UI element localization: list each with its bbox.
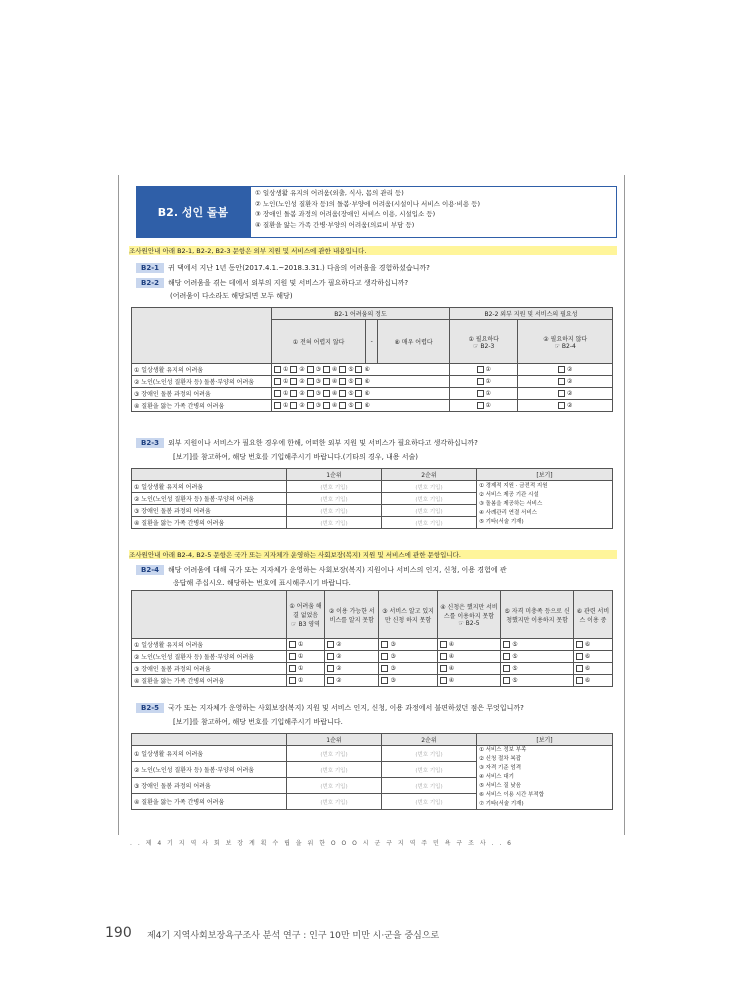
rank1-input[interactable]: (번호 기입): [287, 481, 382, 493]
question-text: 외부 지원이나 서비스가 필요한 경우에 한해, 어떠한 외부 지원 및 서비스가 필요하다고 생각하십니까?: [167, 439, 478, 447]
row-label: ③ 장애인 돌봄 과정의 어려움: [132, 778, 287, 794]
question-tag: B2-1: [136, 263, 164, 273]
column-header: ⑧ 매우 어렵다: [378, 320, 450, 364]
section-item: ④ 질환을 앓는 가족 간병·부양의 어려움(의료비 부담 등): [255, 220, 415, 229]
rank1-input[interactable]: (번호 기입): [287, 493, 382, 505]
scale-cells[interactable]: ① ② ③ ④ ⑤ ⑥: [272, 364, 450, 376]
table-row: [132, 388, 613, 400]
column-header: ① 필요하다 ☞ B2-3: [450, 320, 518, 364]
checkbox-cell[interactable]: ②: [325, 651, 379, 663]
scale-cells[interactable]: ① ② ③ ④ ⑤ ⑥: [272, 400, 450, 412]
interviewer-note-1: 조사원안내 아래 B2-1, B2-2, B2-3 문항은 외부 지원 및 서비스에 관한 내용입니다.: [129, 246, 617, 255]
col-group-b2-2: B2-2 외부 지원 및 서비스의 필요성: [450, 308, 613, 320]
checkbox-cell[interactable]: ⑤: [501, 675, 574, 687]
question-b2-3-sub: [보기]를 참고하여, 해당 번호를 기입해주시기 바랍니다.(기타의 경우, 내용 서술): [173, 453, 419, 461]
goto-label: ☞ B2-3: [473, 342, 495, 350]
column-header: [보기]: [477, 734, 613, 746]
row-label: ④ 질환을 앓는 가족 간병의 어려움: [132, 794, 287, 810]
question-tag: B2-5: [136, 703, 164, 713]
guide-box: ① 서비스 정보 부족 ② 신청 절차 복잡 ③ 자격 기준 엄격 ④ 서비스 대기 ⑤ 서비스 질 낮음 ⑥ 서비스 이용 시간 부적합 ⑦ 기타(서술 기재): [477, 746, 613, 810]
goto-label: ☞ B3 영역: [291, 621, 320, 628]
row-label: ② 노인(노인성 질환자 등) 돌봄·부양의 어려움: [132, 762, 287, 778]
rank2-input[interactable]: (번호 기입): [382, 517, 477, 529]
page-number: 190: [105, 925, 132, 941]
checkbox-cell[interactable]: ②: [325, 639, 379, 651]
checkbox-cell[interactable]: ⑥: [573, 651, 612, 663]
column-header: ③ 서비스 알고 있지만 신청 하지 못함: [379, 591, 437, 639]
table-row: [132, 400, 613, 412]
section-header: [136, 186, 617, 238]
row-label: ④ 질환을 앓는 가족 간병의 어려움: [132, 400, 272, 412]
row-label: ② 노인(노인성 질환자 등) 돌봄·부양의 어려움: [132, 651, 287, 663]
checkbox-cell[interactable]: ⑥: [573, 675, 612, 687]
rank1-input[interactable]: (번호 기입): [287, 762, 382, 778]
checkbox-need[interactable]: ①: [450, 400, 518, 412]
section-item: ② 노인(노인성 질환자 등)의 돌봄·부양에 어려움(시설이나 서비스 이용·비용 등): [255, 199, 481, 208]
rank1-input[interactable]: (번호 기입): [287, 746, 382, 762]
table-b2-4: [131, 590, 613, 687]
column-header: -: [366, 320, 378, 364]
checkbox-cell[interactable]: ①: [287, 651, 325, 663]
row-label: ③ 장애인 돌봄 과정의 어려움: [132, 505, 287, 517]
table-row: [132, 663, 613, 675]
checkbox-no-need[interactable]: ②: [518, 364, 613, 376]
row-label: ① 일상생활 유지의 어려움: [132, 364, 272, 376]
scale-cells[interactable]: ① ② ③ ④ ⑤ ⑥: [272, 388, 450, 400]
checkbox-no-need[interactable]: ②: [518, 388, 613, 400]
table-row: [132, 651, 613, 663]
rank1-input[interactable]: (번호 기입): [287, 778, 382, 794]
question-tag: B2-3: [136, 438, 164, 448]
rank2-input[interactable]: (번호 기입): [382, 493, 477, 505]
table-row: [132, 481, 613, 493]
column-header: 2순위: [382, 734, 477, 746]
goto-label: ☞ B2-5: [458, 620, 480, 627]
question-tag: B2-2: [136, 278, 164, 288]
question-b2-4: [136, 565, 507, 575]
checkbox-cell[interactable]: ⑤: [501, 651, 574, 663]
section-item: ③ 장애인 돌봄 과정의 어려움(장애인 서비스 이용, 시설입소 등): [255, 210, 436, 218]
checkbox-cell[interactable]: ⑤: [501, 639, 574, 651]
column-header: ① 전혀 어렵지 않다: [272, 320, 366, 364]
section-title: B2. 성인 돌봄: [136, 186, 250, 238]
column-header: ① 어려움 해결 없었음 ☞ B3 영역: [287, 591, 325, 639]
checkbox-need[interactable]: ①: [450, 388, 518, 400]
scale-cells[interactable]: ① ② ③ ④ ⑤ ⑥: [272, 376, 450, 388]
goto-label: ☞ B2-4: [554, 342, 576, 350]
question-text: 해당 어려움을 겪는 데에서 외부의 지원 및 서비스가 필요하다고 생각하십니까?: [167, 279, 409, 287]
checkbox-cell[interactable]: ⑥: [573, 639, 612, 651]
row-label: ① 일상생활 유지의 어려움: [132, 746, 287, 762]
rank2-input[interactable]: (번호 기입): [382, 746, 477, 762]
column-header: [보기]: [477, 469, 613, 481]
checkbox-cell[interactable]: ①: [287, 675, 325, 687]
section-item: ① 일상생활 유지의 어려움(외출, 식사, 몸의 관리 등): [255, 189, 404, 197]
checkbox-no-need[interactable]: ②: [518, 376, 613, 388]
checkbox-cell[interactable]: ⑤: [501, 663, 574, 675]
checkbox-cell[interactable]: ③: [379, 639, 437, 651]
col-group-b2-1: B2-1 어려움의 정도: [272, 308, 450, 320]
checkbox-cell[interactable]: ②: [325, 663, 379, 675]
checkbox-cell[interactable]: ④: [437, 651, 501, 663]
table-row: [132, 746, 613, 762]
checkbox-cell[interactable]: ①: [287, 639, 325, 651]
table-b2-5: [131, 733, 613, 810]
rank2-input[interactable]: (번호 기입): [382, 505, 477, 517]
question-text: 해당 어려움에 대해 국가 또는 지자체가 운영하는 사회보장(복지) 지원이나 서비스의 인지, 신청, 이용 경험에 관: [167, 566, 507, 574]
section-item-list: [250, 186, 617, 238]
checkbox-cell[interactable]: ④: [437, 639, 501, 651]
row-label: ① 일상생활 유지의 어려움: [132, 639, 287, 651]
rank1-input[interactable]: (번호 기입): [287, 517, 382, 529]
row-label: ④ 질환을 앓는 가족 간병의 어려움: [132, 517, 287, 529]
checkbox-no-need[interactable]: ②: [518, 400, 613, 412]
column-header: ② 필요하지 않다 ☞ B2-4: [518, 320, 613, 364]
column-header: 1순위: [287, 469, 382, 481]
checkbox-cell[interactable]: ⑥: [573, 663, 612, 675]
question-tag: B2-4: [136, 565, 164, 575]
checkbox-cell[interactable]: ③: [379, 663, 437, 675]
question-b2-2: [136, 278, 408, 288]
table-b2-1-2: [131, 307, 613, 412]
row-label: ② 노인(노인성 질환자 등) 돌봄·부양의 어려움: [132, 493, 287, 505]
checkbox-need[interactable]: ①: [450, 364, 518, 376]
column-header: ⑥ 관련 서비스 이용 중: [573, 591, 612, 639]
rank1-input[interactable]: (번호 기입): [287, 794, 382, 810]
question-b2-5: [136, 703, 524, 713]
interviewer-note-2: 조사원안내 아래 B2-4, B2-5 문항은 국가 또는 지자체가 운영하는 사회보장(복지) 지원 및 서비스에 관한 문항입니다.: [129, 550, 617, 559]
rank2-input[interactable]: (번호 기입): [382, 481, 477, 493]
page-footer: . . 제 4 기 지 역 사 회 보 장 계 획 수 립 을 위 한 O O O 시 군 구 지 역 주 민 욕 구 조 사 . . 6: [130, 840, 513, 847]
report-title: 제4기 지역사회보장욕구조사 분석 연구 : 인구 10만 미만 시·군을 중심으로: [147, 931, 440, 941]
question-b2-1: [136, 263, 430, 273]
row-label: ③ 장애인 돌봄 과정의 어려움: [132, 388, 272, 400]
rank2-input[interactable]: (번호 기입): [382, 762, 477, 778]
checkbox-cell[interactable]: ③: [379, 675, 437, 687]
question-b2-2-sub: (어려움이 다소라도 해당되면 모두 해당): [170, 292, 293, 300]
question-b2-5-sub: [보기]를 참고하여, 해당 번호를 기입해주시기 바랍니다.: [173, 718, 343, 726]
rank1-input[interactable]: (번호 기입): [287, 505, 382, 517]
checkbox-cell[interactable]: ③: [379, 651, 437, 663]
table-b2-3: [131, 468, 613, 529]
column-header: 2순위: [382, 469, 477, 481]
table-row: [132, 675, 613, 687]
column-header: ⑤ 자격 미충족 등으로 신청했지만 이용하지 못함: [501, 591, 574, 639]
checkbox-cell[interactable]: ②: [325, 675, 379, 687]
checkbox-cell[interactable]: ①: [287, 663, 325, 675]
row-label: ① 일상생활 유지의 어려움: [132, 481, 287, 493]
checkbox-cell[interactable]: ④: [437, 675, 501, 687]
question-b2-4-sub: 응답해 주십시오. 해당하는 번호에 표시해주시기 바랍니다.: [173, 579, 351, 587]
column-header: ② 이용 가능한 서비스를 알지 못함: [325, 591, 379, 639]
column-header: 1순위: [287, 734, 382, 746]
question-text: 귀 댁에서 지난 1년 동안(2017.4.1.~2018.3.31.) 다음의 어려움을 경험하셨습니까?: [167, 264, 430, 272]
question-text: 국가 또는 지자체가 운영하는 사회보장(복지) 지원 및 서비스 인지, 신청, 이용 과정에서 불편하셨던 점은 무엇입니까?: [167, 704, 524, 712]
row-label: ④ 질환을 앓는 가족 간병의 어려움: [132, 675, 287, 687]
row-label: ② 노인(노인성 질환자 등) 돌봄·부양의 어려움: [132, 376, 272, 388]
table-row: [132, 376, 613, 388]
rank2-input[interactable]: (번호 기입): [382, 778, 477, 794]
table-row: [132, 364, 613, 376]
table-row: [132, 639, 613, 651]
checkbox-need[interactable]: ①: [450, 376, 518, 388]
checkbox-cell[interactable]: ④: [437, 663, 501, 675]
row-label: ③ 장애인 돌봄 과정의 어려움: [132, 663, 287, 675]
question-b2-3: [136, 438, 478, 448]
rank2-input[interactable]: (번호 기입): [382, 794, 477, 810]
column-header: ④ 신청은 했지만 서비스를 이용하지 못함 ☞ B2-5: [437, 591, 501, 639]
guide-box: ① 경제적 지원 · 금전적 지원 ② 서비스 제공 기관 시설 ③ 돌봄을 제공하는 서비스 ④ 사례관리 연결 서비스 ⑤ 기타(서술 기재): [477, 481, 613, 529]
